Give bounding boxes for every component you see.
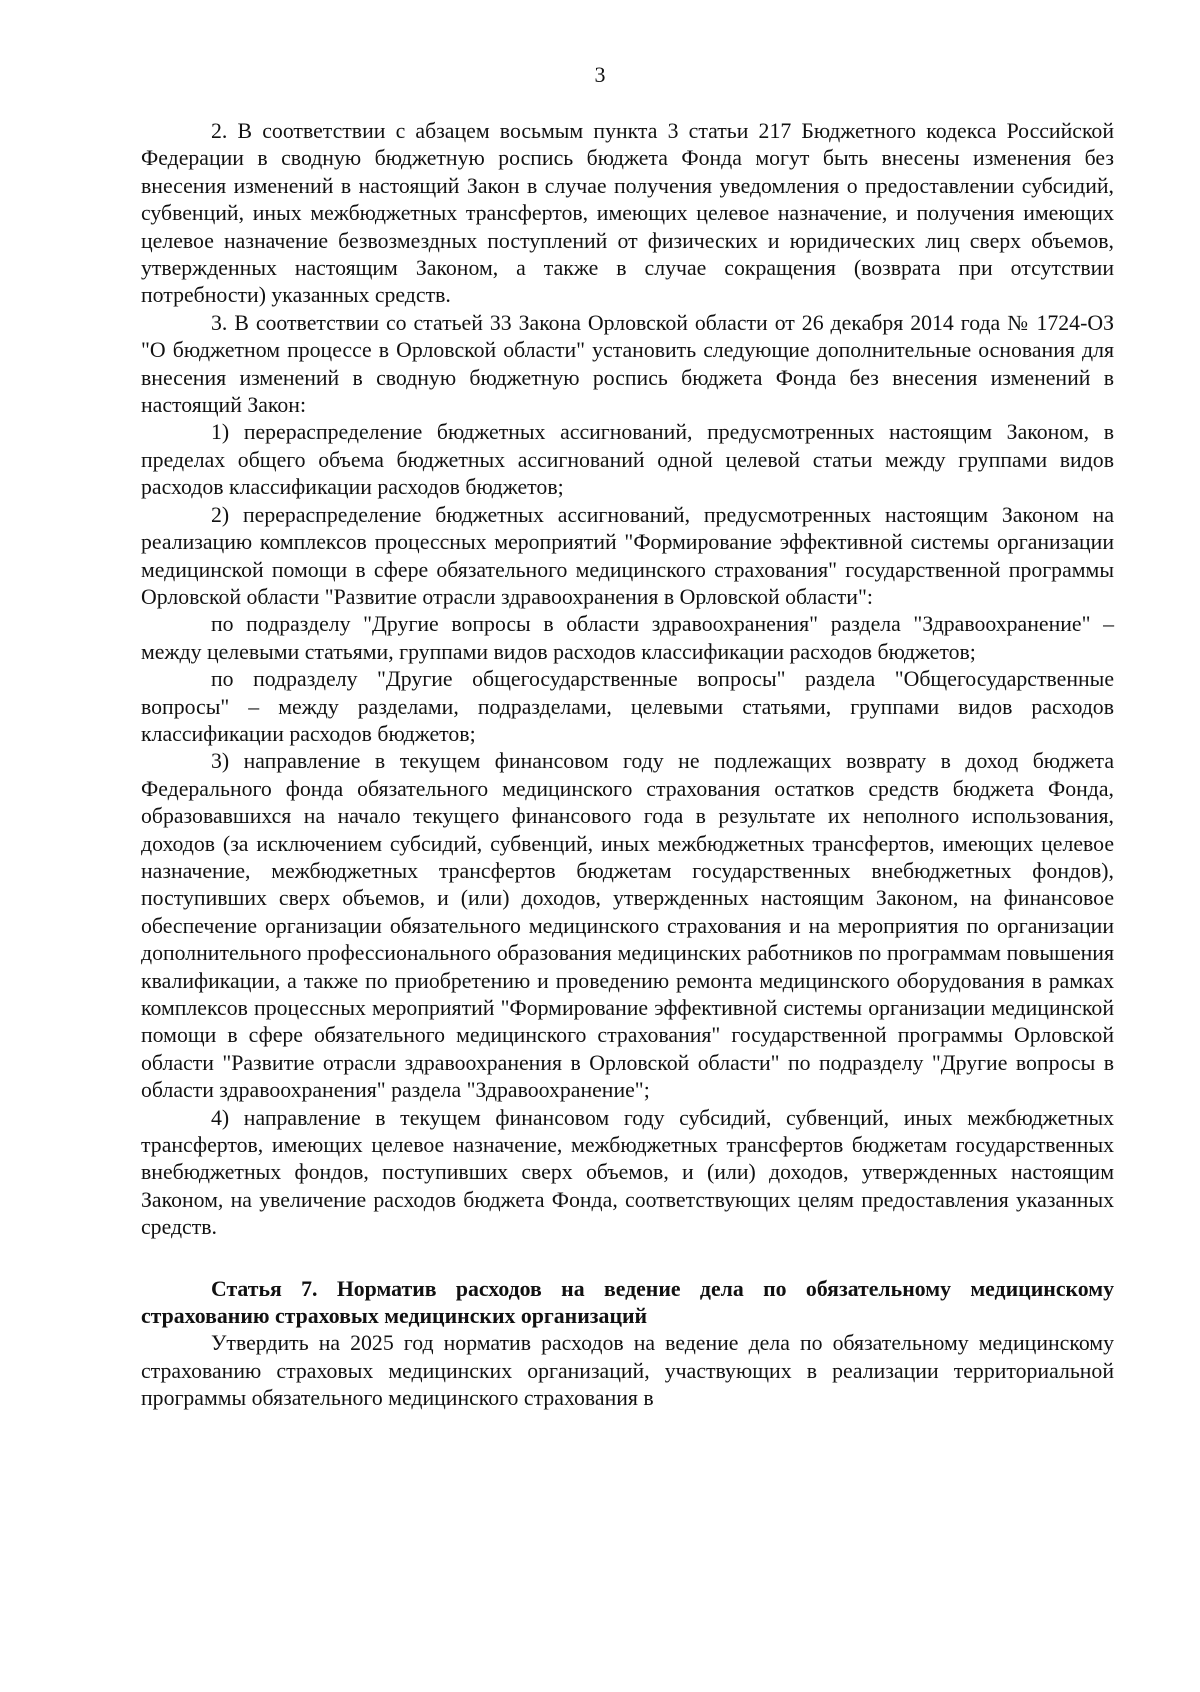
page-number: 3 [594, 62, 606, 87]
list-item-2-sub-2: по подразделу "Другие общегосударственные вопросы" раздела "Общегосударственные вопросы" – между разделами, подразделами, целевыми статьями, группами видов расходов классификации расходов бюджетов; [141, 667, 1114, 746]
list-item-4: 4) направление в текущем финансовом году субсидий, субвенций, иных межбюджетных трансфертов, имеющих целевое назначение, межбюджетных трансфертов бюджетам государственных внебюджетных фондов, поступивших сверх объемов, и (или) доходов, утвержденных настоящим Законом, на увеличение расходов бюджета Фонда, соответствующих целям предоставления указанных средств. [141, 1105, 1114, 1240]
list-item-1: 1) перераспределение бюджетных ассигнований, предусмотренных настоящим Законом, в пределах общего объема бюджетных ассигнований одной целевой статьи между группами видов расходов классификации расходов бюджетов; [141, 420, 1114, 500]
list-item-3: 3) направление в текущем финансовом году не подлежащих возврату в доход бюджета Федерального фонда обязательного медицинского страхования остатков средств бюджета Фонда, образовавшихся на начало текущего финансового года в результате их неполного использования, доходов (за исключением субсидий, субвенций, иных межбюджетных трансфертов, имеющих целевое назначение, межбюджетных трансфертов бюджетам государственных внебюджетных фондов), поступивших сверх объемов, и (или) доходов, утвержденных настоящим Законом, на финансовое обеспечение организации обязательного медицинского страхования и на мероприятия по организации дополнительного профессионального образования медицинских работников по программам повышения квалификации, а также по приобретению и проведению ремонта медицинского оборудования в рамках комплексов процессных мероприятий "Формирование эффективной системы организации медицинской помощи в сфере обязательного медицинского страхования" государственной программы Орловской области "Развитие отрасли здравоохранения в Орловской области" по подразделу "Другие вопросы в области здравоохранения" раздела "Здравоохранение"; [141, 749, 1114, 1103]
article-7-text: Утвердить на 2025 год норматив расходов на ведение дела по обязательному медицинскому страхованию страховых медицинских организаций, участвующих в реализации территориальной программы обязательного медицинского страхования в [141, 1331, 1114, 1411]
paragraph-2: 2. В соответствии с абзацем восьмым пункта 3 статьи 217 Бюджетного кодекса Российской Федерации в сводную бюджетную роспись бюджета Фонда могут быть внесены изменения без внесения изменений в настоящий Закон в случае получения уведомления о предоставлении субсидий, субвенций, иных межбюджетных трансфертов, имеющих целевое назначение, и получения имеющих целевое назначение безвозмездных поступлений от физических и юридических лиц сверх объемов, утвержденных настоящим Законом, а также в случае сокращения (возврата при отсутствии потребности) указанных средств. [141, 119, 1114, 308]
paragraph-3: 3. В соответствии со статьей 33 Закона Орловской области от 26 декабря 2014 года № 1724-ОЗ "О бюджетном процессе в Орловской области" установить следующие дополнительные основания для внесения изменений в сводную бюджетную роспись бюджета Фонда без внесения изменений в настоящий Закон: [141, 310, 1114, 418]
list-item-2-sub-1: по подразделу "Другие вопросы в области здравоохранения" раздела "Здравоохранение" – между целевыми статьями, группами видов расходов классификации расходов бюджетов; [141, 612, 1114, 664]
list-item-2: 2) перераспределение бюджетных ассигнований, предусмотренных настоящим Законом на реализацию комплексов процессных мероприятий "Формирование эффективной системы организации медицинской помощи в сфере обязательного медицинского страхования" государственной программы Орловской области "Развитие отрасли здравоохранения в Орловской области": [141, 502, 1114, 609]
article-7-heading: Статья 7. Норматив расходов на ведение дела по обязательному медицинскому страхованию страховых медицинских организаций [141, 1276, 1114, 1329]
document-body [141, 118, 1114, 1413]
